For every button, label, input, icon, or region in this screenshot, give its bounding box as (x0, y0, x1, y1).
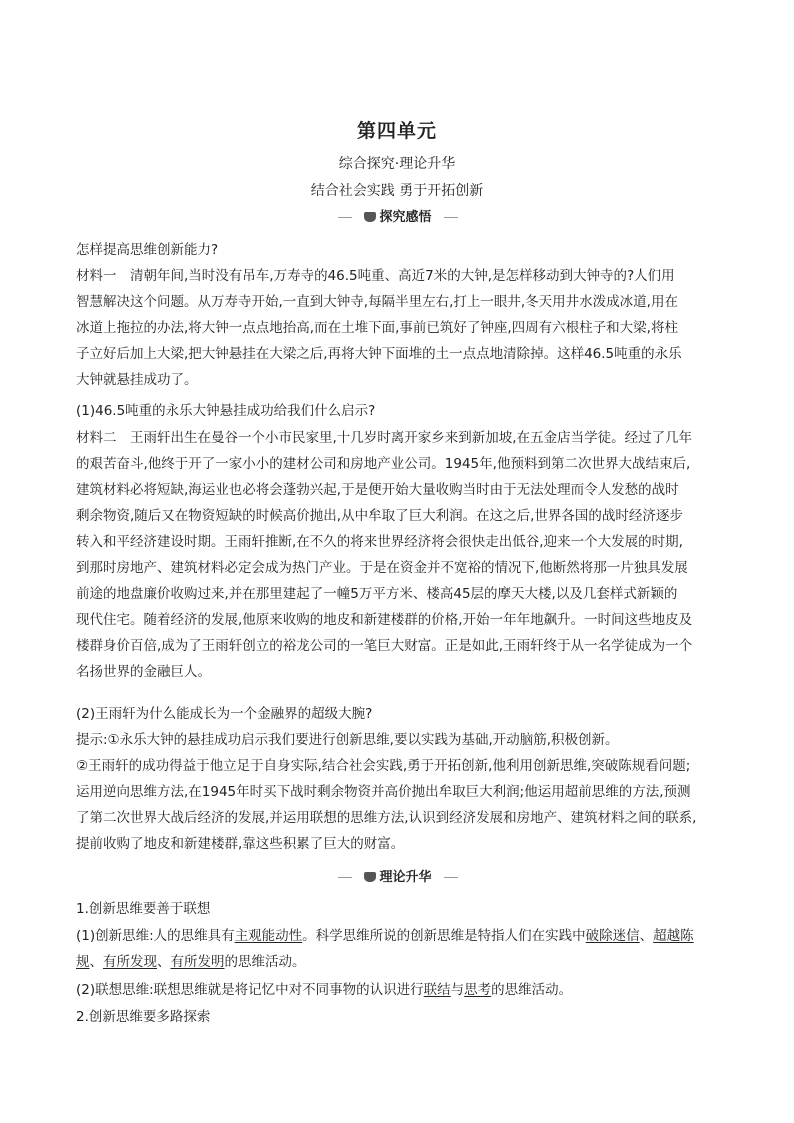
text-line: 楼群身价百倍,成为了王雨轩创立的裕龙公司的一笔巨大财富。正是如此,王雨轩终于从一名学徒成为一个 (76, 638, 693, 654)
text-line: 了第二次世界大战后经济的发展,并运用联想的思维方法,认识到经济发展和房地产、建筑材料之间的联系, (76, 810, 697, 826)
hint-answer: 提示:①永乐大钟的悬挂成功启示我们要进行创新思维,要以实践为基础,开动脑筋,积极创新。 (76, 732, 619, 748)
text-line: 名扬世界的金融巨人。 (76, 664, 211, 680)
book-icon (364, 212, 376, 222)
underlined-term: 超越陈 (653, 928, 694, 944)
point-one-heading: 1.创新思维要善于联想 (76, 901, 211, 917)
text-line: 规、有所发现、有所发明的思维活动。 (76, 954, 306, 970)
section-label: 探究感悟 (379, 210, 432, 225)
underlined-term: 规 (76, 954, 90, 970)
unit-subtitle: 综合探究·理论升华 (338, 156, 456, 172)
question-one: (1)46.5吨重的永乐大钟悬挂成功给我们什么启示? (76, 403, 376, 419)
text-line: 材料二 王雨轩出生在曼谷一个小市民家里,十几岁时离开家乡来到新加坡,在五金店当学徒。经过了几年 (76, 430, 693, 446)
point-one-sub-two: (2)联想思维:联想思维就是将记忆中对不同事物的认识进行联结与思考的思维活动。 (76, 982, 573, 998)
question-heading: 怎样提高思维创新能力? (76, 242, 219, 258)
question-two: (2)王雨轩为什么能成长为一个金融界的超级大腕? (76, 706, 373, 722)
text-line: 转入和平经济建设时期。王雨轩推断,在不久的将来世界经济将会很快走出低谷,迎来一个大发展的时期, (76, 534, 683, 550)
section-label: 理论升华 (379, 870, 432, 885)
text-line: 材料一 清朝年间,当时没有吊车,万寿寺的46.5吨重、高近7米的大钟,是怎样移动到大钟寺的?人们用 (76, 268, 675, 284)
answer-two (76, 753, 722, 857)
text-line: 现代住宅。随着经济的发展,他原来收购的地皮和新建楼群的价格,开始一年年地飙升。一时间这些地皮及 (76, 612, 693, 628)
text-line: 前途的地盘廉价收购过来,并在那里建起了一幢5万平方米、楼高45层的摩天大楼,以及几套样式新颖的 (76, 586, 678, 602)
text-line: 子立好后加上大梁,把大钟悬挂在大梁之后,再将大钟下面堆的土一点点地清除掉。这样46.5吨重的永乐 (76, 346, 682, 362)
unit-title: 第四单元 (356, 120, 437, 142)
lesson-title: 结合社会实践 勇于开拓创新 (310, 183, 484, 199)
underlined-term: 思考 (464, 982, 492, 998)
text-line: 提前收购了地皮和新建楼群,靠这些积累了巨大的财富。 (76, 836, 405, 852)
text-line: 建筑材料必将短缺,海运业也必将会蓬勃兴起,于是便开始大量收购当时由于无法处理而令人发愁的战时 (76, 482, 679, 498)
underlined-term: 联结 (423, 982, 451, 998)
underlined-term: 有所发明 (170, 954, 225, 970)
text-line: 运用逆向思维方法,在1945年时买下战时剩余物资并高价抛出牟取巨大利润;他运用超前思维的方法,预测 (76, 784, 691, 800)
material-one (76, 263, 722, 393)
section-header-explore (338, 209, 458, 227)
text-line: 大钟就悬挂成功了。 (76, 372, 198, 388)
point-one-paragraph (76, 923, 722, 975)
text-line: 冰道上拖拉的办法,将大钟一点点地抬高,而在土堆下面,事前已筑好了钟座,四周有六根柱子和大梁,将柱 (76, 320, 678, 336)
text-line: (1)创新思维:人的思维具有主观能动性。科学思维所说的创新思维是特指人们在实践中破除迷信、超越陈 (76, 928, 694, 944)
text-line: 剩余物资,随后又在物资短缺的时候高价抛出,从中牟取了巨大利润。在这之后,世界各国的战时经济逐步 (76, 508, 683, 524)
point-two-heading: 2.创新思维要多路探索 (76, 1009, 211, 1025)
underlined-term: 破除迷信 (585, 928, 640, 944)
text-line: 到那时房地产、建筑材料必定会成为热门产业。于是在资金并不宽裕的情况下,他断然将那一片独具发展 (76, 560, 688, 576)
underlined-term: 有所发现 (103, 954, 157, 970)
material-two (76, 425, 722, 685)
text-line: 的艰苦奋斗,他终于开了一家小小的建材公司和房地产业公司。1945年,他预料到第二次世界大战结束后, (76, 456, 691, 472)
underlined-term: 主观能动性 (234, 928, 303, 944)
section-header-theory (338, 869, 458, 887)
book-icon (364, 872, 376, 882)
text-line: 智慧解决这个问题。从万寿寺开始,一直到大钟寺,每隔半里左右,打上一眼井,冬天用井水泼成冰道,用在 (76, 294, 678, 310)
text-line: ②王雨轩的成功得益于他立足于自身实际,结合社会实践,勇于开拓创新,他利用创新思维,突破陈规看问题; (76, 758, 691, 774)
